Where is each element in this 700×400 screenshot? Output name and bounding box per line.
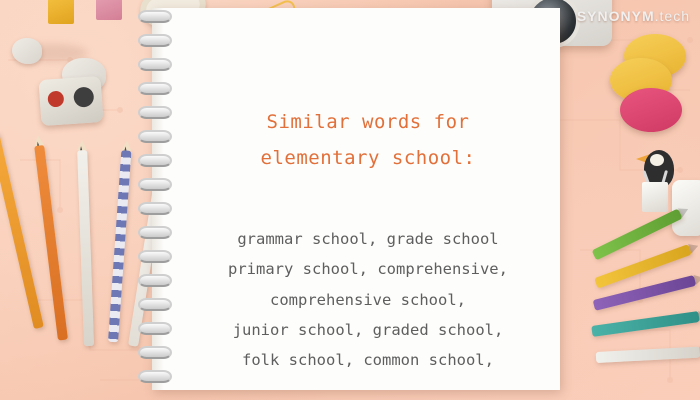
synonym-line: junior school, graded school,	[232, 320, 504, 339]
macaron	[620, 88, 682, 132]
brand-watermark	[577, 8, 690, 24]
eraser-stone	[12, 38, 42, 64]
notebook-page	[152, 8, 560, 390]
synonym-line: grammar school, grade school	[237, 230, 499, 249]
notebook-content	[176, 8, 560, 390]
brand-name: SYNONYM	[576, 8, 655, 24]
spiral-binding	[138, 4, 172, 394]
synonym-line: folk school, common school,	[242, 351, 494, 370]
synonym-line: primary school, comprehensive,	[228, 260, 508, 279]
brand-tld: .tech	[654, 8, 690, 24]
synonym-list	[176, 224, 560, 375]
pencil-sharpener	[38, 76, 103, 126]
title-prefix: Similar words for	[266, 111, 470, 133]
page-title	[176, 104, 560, 176]
synonym-line: comprehensive school,	[270, 290, 466, 309]
title-keyword: elementary school:	[260, 147, 476, 170]
